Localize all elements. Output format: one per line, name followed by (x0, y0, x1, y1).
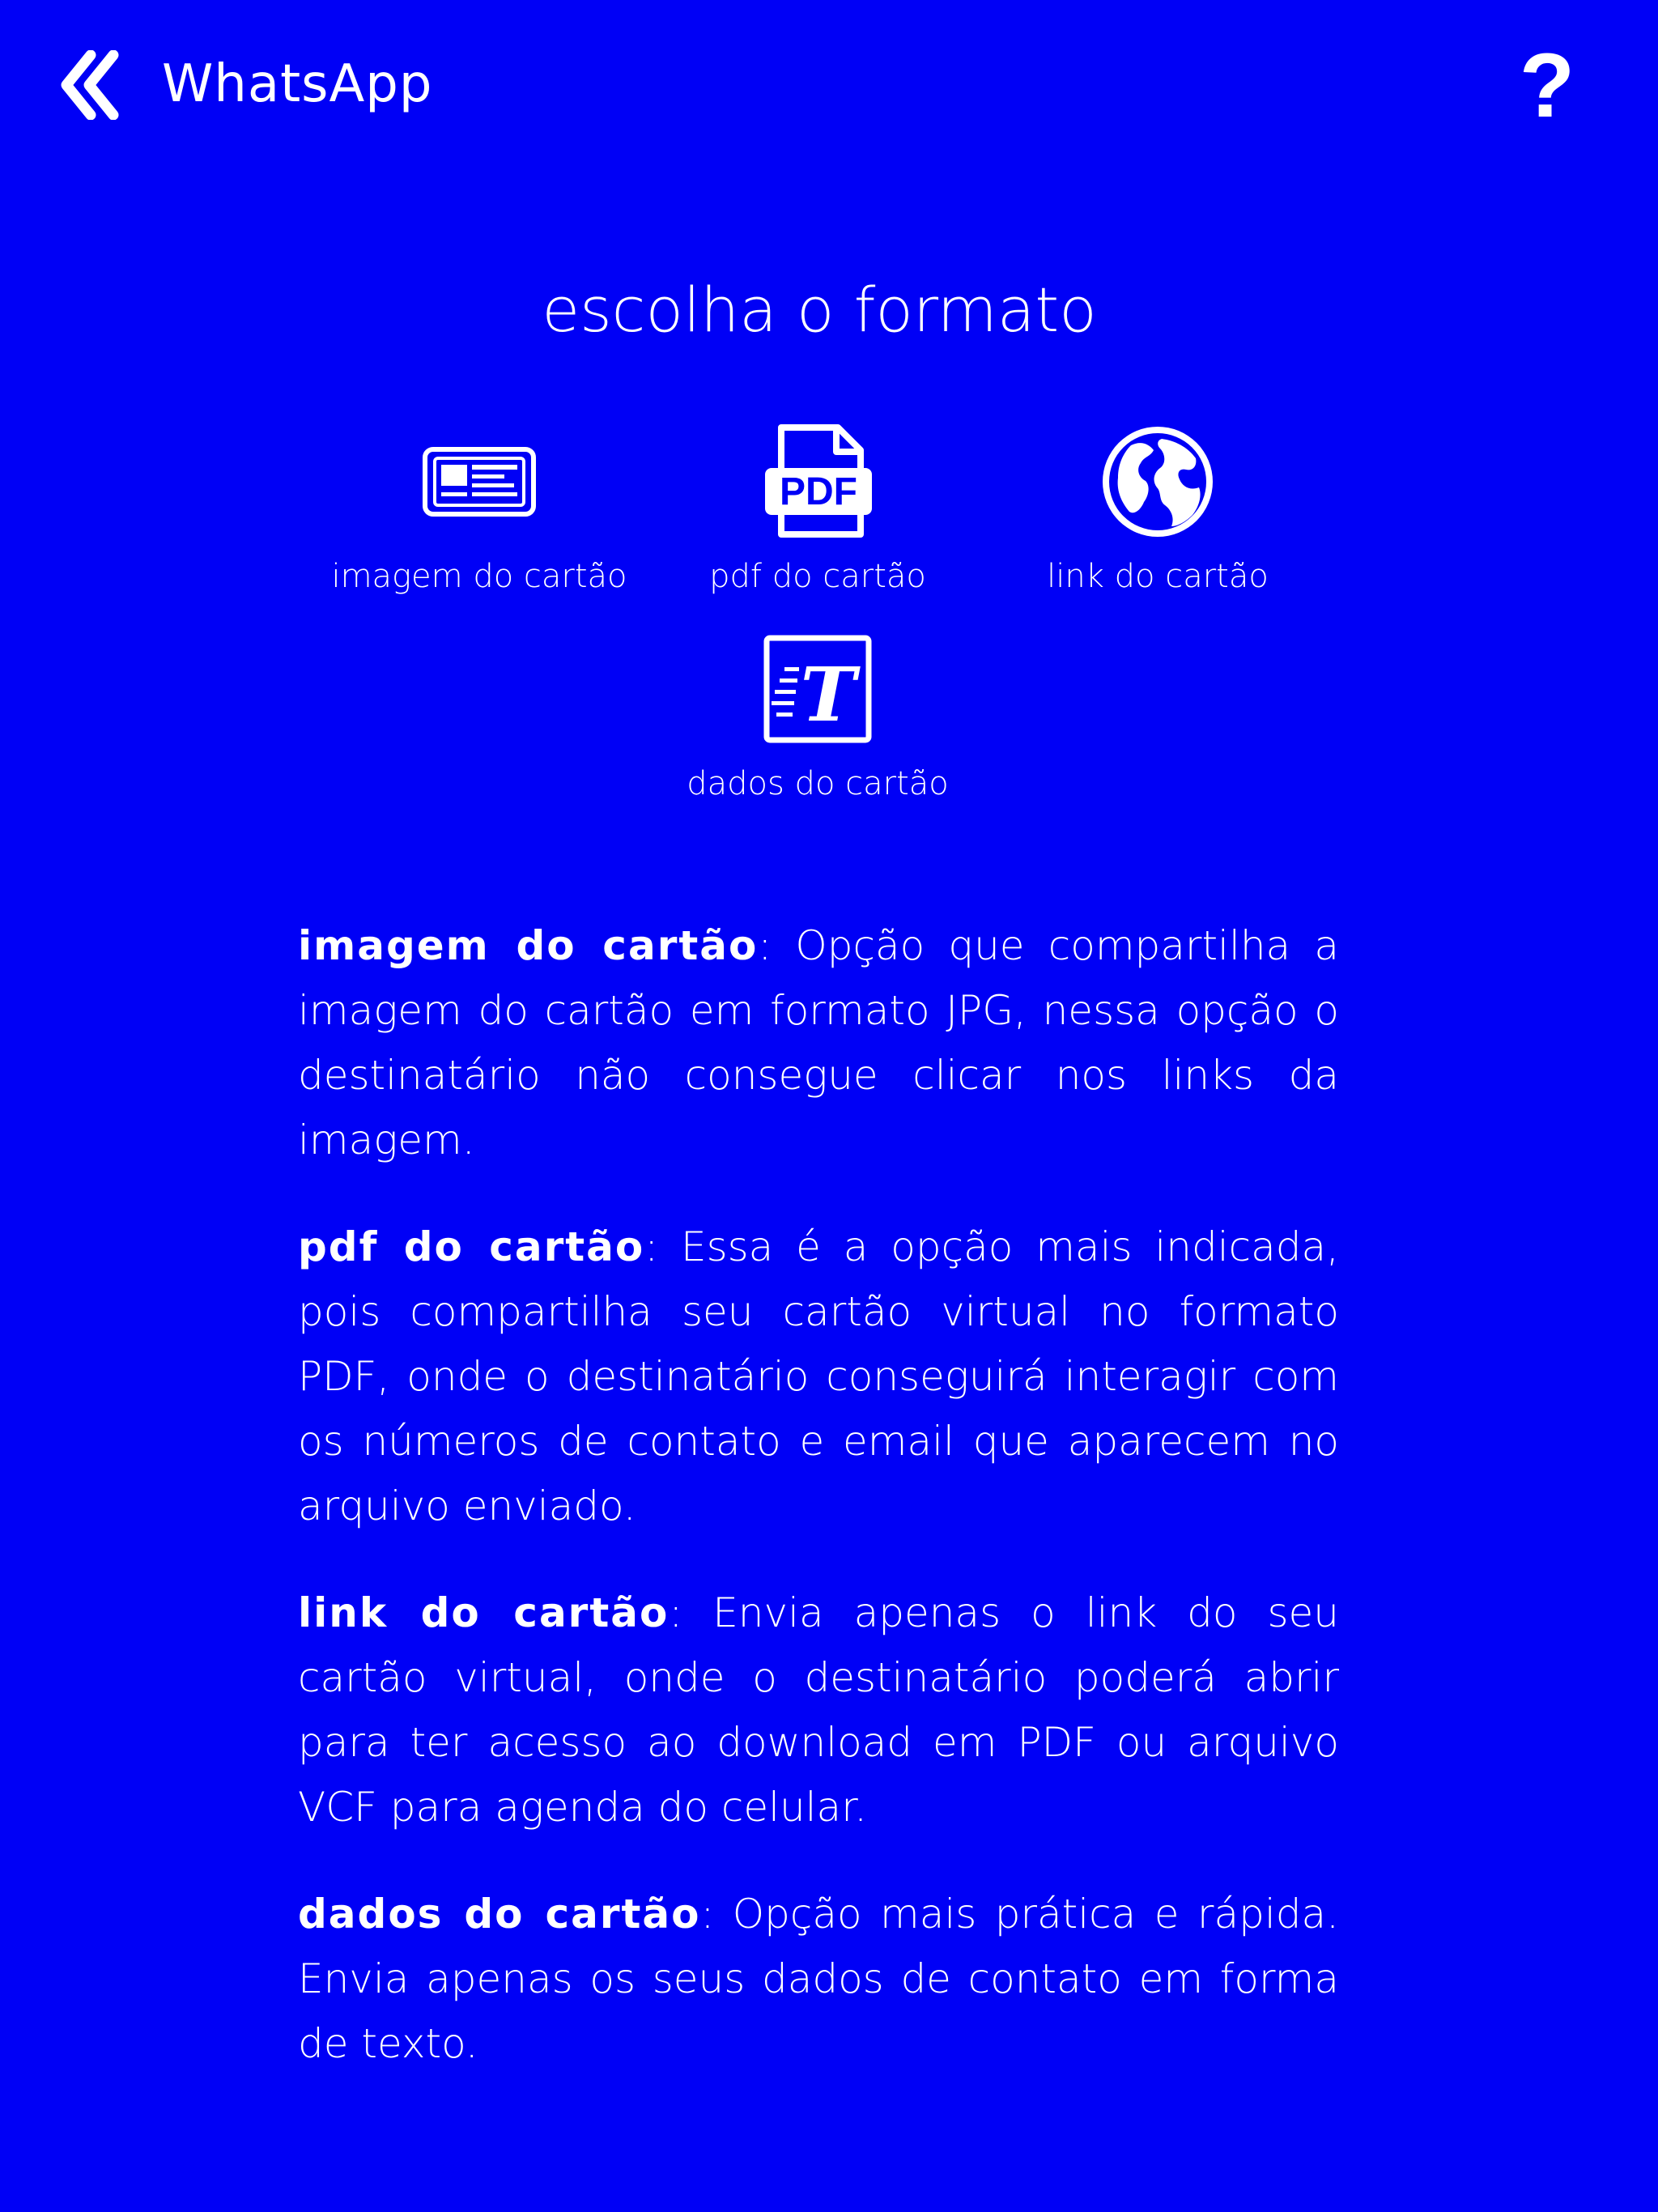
app-title: WhatsApp (162, 54, 433, 114)
option-label: link do cartão (1047, 558, 1269, 595)
option-card-link[interactable] (988, 421, 1328, 598)
pdf-icon-text: PDF (780, 470, 857, 513)
description-data (298, 1882, 1339, 2076)
description-term: link do cartão (298, 1589, 670, 1636)
descriptions (298, 913, 1339, 2118)
description-link (298, 1580, 1339, 1840)
option-card-pdf[interactable] (648, 421, 988, 598)
card-image-icon (419, 421, 540, 542)
help-button[interactable]: ? (1519, 35, 1575, 136)
option-card-image[interactable] (309, 421, 649, 598)
description-term: imagem do cartão (298, 922, 759, 969)
text-data-icon (757, 628, 878, 750)
section-title: escolha o formato (542, 274, 1097, 346)
description-text: : Opção que compartilha a imagem do cartão em formato JPG, nessa opção o destinatário não consegue clicar nos links da imagem. (298, 922, 1339, 1163)
top-bar (0, 0, 1658, 170)
description-term: dados do cartão (298, 1891, 701, 1938)
option-label: imagem do cartão (331, 558, 627, 595)
description-text: : Essa é a opção mais indicada, pois compartilha seu cartão virtual no formato PDF, onde o destinatário conseguirá interagir com os números de contato e email que aparecem no arquivo enviado. (298, 1223, 1339, 1529)
description-text: : Envia apenas o link do seu cartão virtual, onde o destinatário poderá abrir para ter acesso ao download em PDF ou arquivo VCF para agenda do celular. (298, 1589, 1339, 1831)
description-text: : Opção mais prática e rápida. Envia apenas os seus dados de contato em forma de texto. (298, 1891, 1340, 2067)
option-card-data[interactable] (648, 628, 988, 805)
description-image (298, 913, 1339, 1172)
text-icon-glyph: T (800, 651, 857, 738)
option-label: dados do cartão (687, 765, 949, 802)
pdf-file-icon (757, 421, 878, 542)
option-label: pdf do cartão (709, 558, 926, 595)
description-pdf (298, 1214, 1339, 1538)
back-button[interactable] (58, 50, 120, 120)
description-term: pdf do cartão (298, 1223, 645, 1270)
double-chevron-left-icon (58, 50, 120, 120)
globe-icon (1097, 421, 1218, 542)
